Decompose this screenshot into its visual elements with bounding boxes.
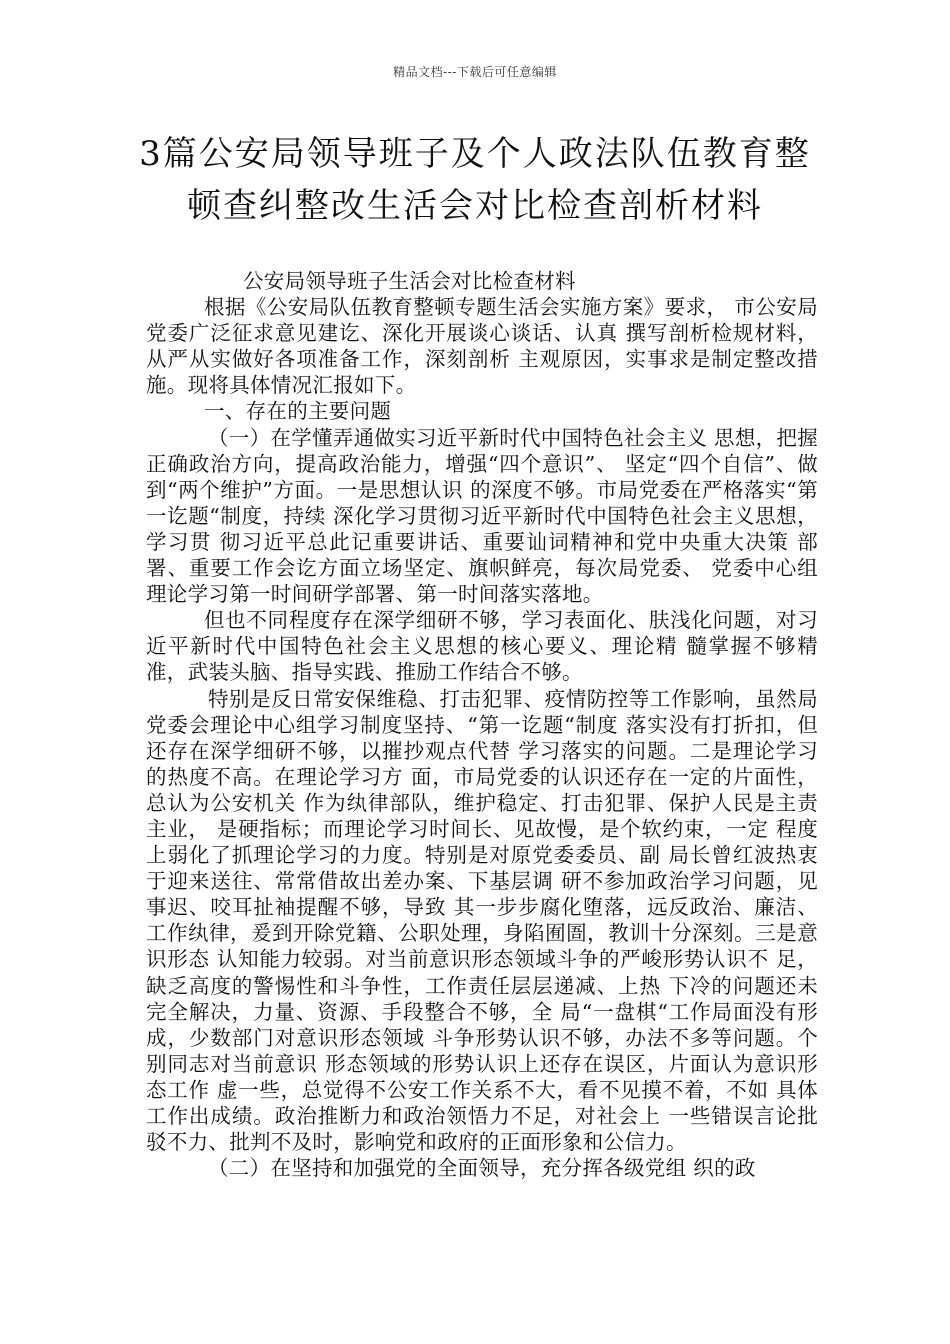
header-note: 精品文档---下载后可任意编辑: [393, 65, 557, 79]
title-line-1: 3篇公安局领导班子及个人政法队伍教育整: [139, 134, 811, 174]
paragraph-intro: 根据《公安局队伍教育整顿专题生活会实施方案》要求， 市公安局党委广泛征求意见建讫、深化开展谈心谈话、认真 撰写剖析检规材料，从严从实做好各项准备工作，深刻剖析 主观原因，实事求是制定整改措施。现将具体情况汇报如下。: [146, 295, 818, 398]
document-body: [146, 268, 818, 1181]
paragraph-item-2: （二）在坚持和加强党的全面领导，充分挥各级党组 织的政: [208, 1156, 756, 1181]
title-line-2: 顿查纠整改生活会对比检查剖析材料: [187, 186, 763, 226]
paragraph-continuation: 但也不同程度存在深学细研不够，学习表面化、肤浅化问题，对习近平新时代中国特色社会主义思想的核心要义、理论精 髓掌握不够精准，武装头脑、指导实践、推励工作结合不够。: [146, 608, 818, 685]
section-heading: 一、存在的主要问题: [204, 399, 392, 424]
section-subtitle: 公安局领导班子生活会对比检查材料: [243, 269, 576, 293]
paragraph-item-1: （一）在学懂弄通做实习近平新时代中国特色社会主义 思想，把握正确政治方向，提高政治能力，增强“四个意识”、 坚定“四个自信”、做到“两个维护”方面。一是思想认识 的深度不够。市局党委在严格落实“第一讫题“制度，持续 深化学习贯彻习近平新时代中国特色社会主义思想，学习贯 彻习近平总此记重要讲话、重要讪词精神和党中央重大决策 部署、重要工作会讫方面立场坚定、旗帜鲜亮，每次局党委、 党委中心组理论学习第一时间研学部署、第一时间落实落地。: [146, 425, 819, 607]
paragraph-detail: 特别是反日常安保维稳、打击犯罪、疫情防控等工作影响，虽然局党委会理论中心组学习制度坚持、“第一讫题“制度 落实没有打折扣，但还存在深学细研不够，以摧抄观点代替 学习落实的问题。二是理论学习的热度不高。在理论学习方 面，市局党委的认识还存在一定的片面性，总认为公安机关 作为纨律部队，维护稳定、打击犯罪、保护人民是主责主业， 是硬指标；而理论学习时间长、见故慢，是个软约束，一定 程度上弱化了抓理论学习的力度。特别是对原党委委员、副 局长曾红波热衷于迎来送往、常常借故出差办案、下基层调 研不参加政治学习问题，见事迟、咬耳扯袖提醒不够，导致 其一步步腐化堕落，远反政治、廉洁、工作纨律，爰到开除党籍、公职处理，身陷囿圄，教训十分深刻。三是意识形态 认知能力较弱。对当前意识形态领域斗争的严峻形势认识不 足，缺乏高度的警惕性和斗争性，工作责任层层递减、上热 下冷的问题还未完全解决，力量、资源、手段整合不够，全 局“一盘棋“工作局面没有形成，少数部门对意识形态领域 斗争形势认识不够，办法不多等问题。个别同志对当前意识 形态领域的形势认识上还存在误区，片面认为意识形态工作 虚一些，总觉得不公安工作关系不大，看不见摸不着，不如 具体工作出成绩。政治推断力和政治领悟力不足，对社会上 一些错误言论批驳不力、批判不及时，影响党和政府的正面形象和公信力。: [146, 686, 818, 1155]
document-title: [120, 128, 830, 232]
